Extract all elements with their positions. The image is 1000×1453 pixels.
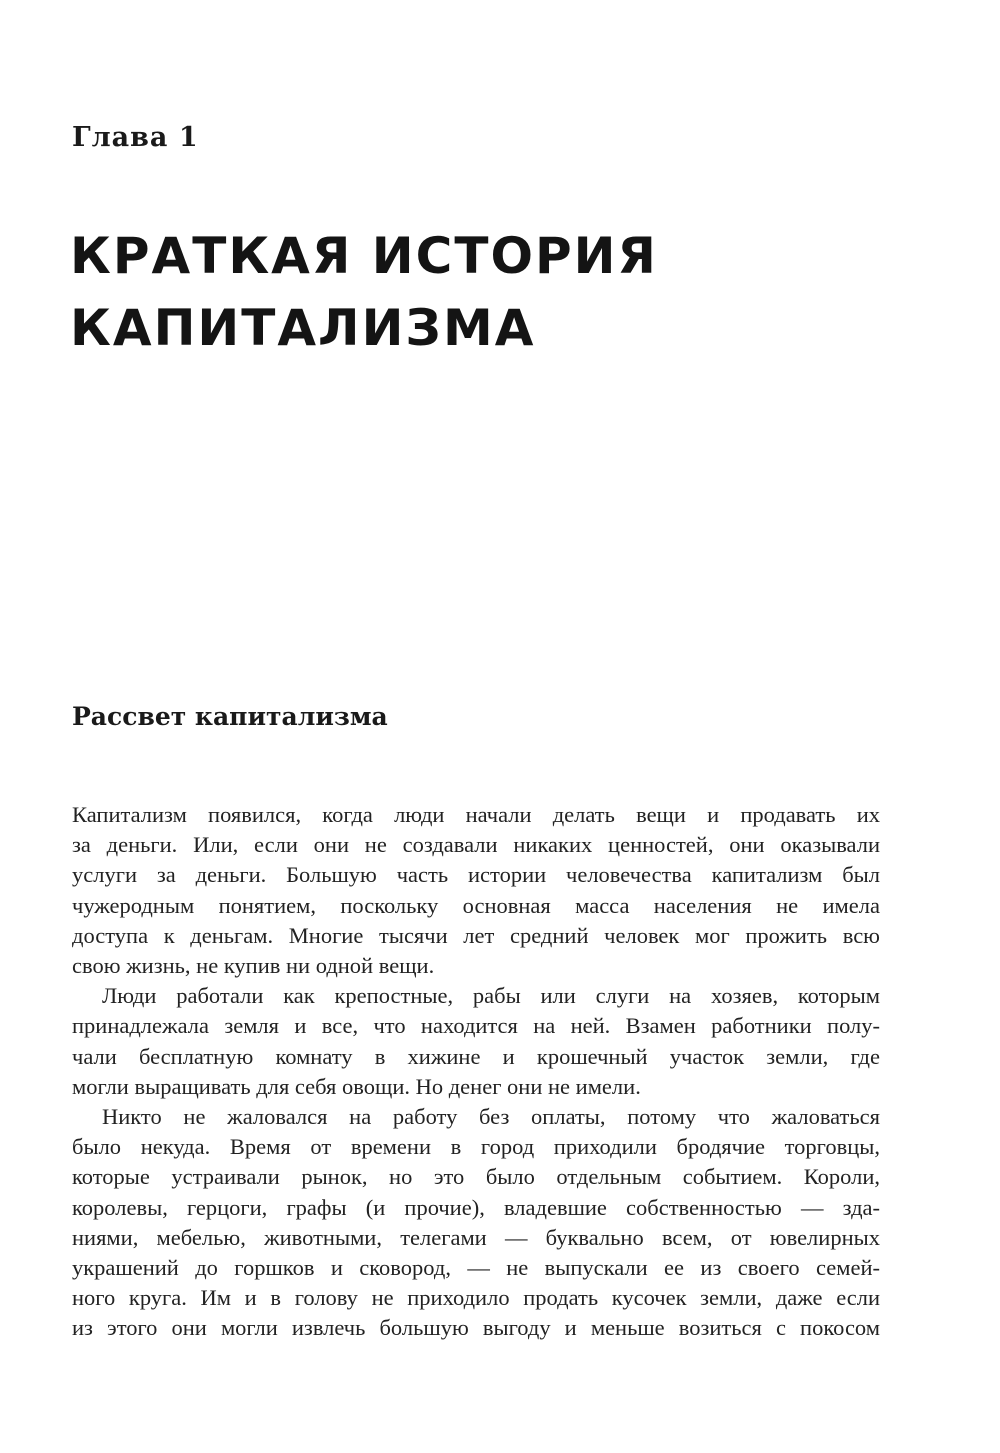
text-line: свою жизнь, не купив ни одной вещи. [72, 953, 435, 979]
chapter-title-line: КРАТКАЯ ИСТОРИЯ [70, 227, 658, 285]
text-line: Капитализм появился, когда люди начали делать вещи и продавать их [72, 802, 880, 827]
text-line: чужеродным понятием, поскольку основная масса населения не имела [72, 892, 880, 918]
text-line: могли выращивать для себя овощи. Но денег они не имели. [72, 1073, 641, 1099]
text-line: Люди работали как крепостные, рабы или слуги на хозяев, которым [102, 983, 880, 1009]
text-line: из этого они могли извлечь большую выгоду и меньше возиться с покосом [72, 1315, 880, 1341]
text-line: доступа к деньгам. Многие тысячи лет средний человек мог прожить всю [72, 922, 880, 948]
paragraph [72, 981, 880, 1102]
paragraph [72, 1102, 880, 1344]
section-heading: Рассвет капитализма [72, 702, 388, 731]
text-line: было некуда. Время от времени в город приходили бродячие торговцы, [72, 1134, 880, 1160]
text-line: Никто не жаловался на работу без оплаты, потому что жаловаться [102, 1104, 880, 1130]
body-text [72, 800, 880, 1344]
chapter-label: Глава 1 [72, 122, 199, 153]
text-line: королевы, герцоги, графы (и прочие), владевшие собственностью — зда- [72, 1194, 880, 1220]
text-line: ного круга. Им и в голову не приходило продать кусочек земли, даже если [72, 1285, 880, 1311]
text-line: которые устраивали рынок, но это было отдельным событием. Короли, [72, 1164, 880, 1190]
text-line: за деньги. Или, если они не создавали никаких ценностей, они оказывали [72, 832, 880, 858]
text-line: услуги за деньги. Большую часть истории человечества капитализм был [72, 862, 880, 888]
text-line: принадлежала земля и все, что находится на ней. Взамен работники полу- [72, 1013, 880, 1039]
text-line: ниями, мебелью, животными, телегами — буквально всем, от ювелирных [72, 1224, 880, 1250]
text-line: чали бесплатную комнату в хижине и крошечный участок земли, где [72, 1043, 880, 1069]
text-line: украшений до горшков и сковород, — не выпускали ее из своего семей- [72, 1255, 880, 1281]
chapter-title-line: КАПИТАЛИЗМА [70, 299, 536, 357]
chapter-title [70, 220, 658, 364]
paragraph [72, 800, 880, 981]
